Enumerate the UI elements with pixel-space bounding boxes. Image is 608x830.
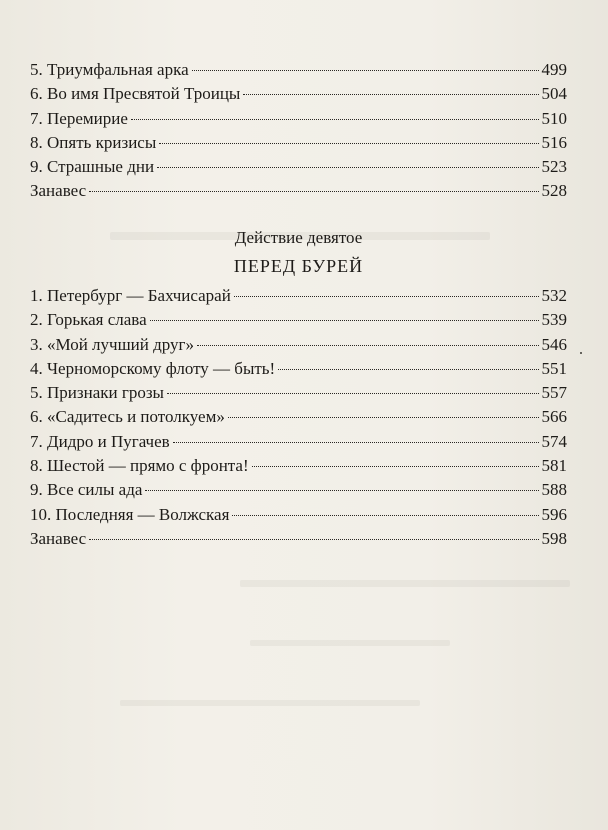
toc-entry-title: Занавес bbox=[30, 528, 87, 548]
toc-section-act-nine bbox=[30, 284, 567, 551]
dot-leader bbox=[278, 369, 538, 370]
print-speck bbox=[580, 352, 582, 354]
show-through-mark bbox=[240, 580, 570, 587]
dot-leader bbox=[234, 296, 539, 297]
dot-leader bbox=[145, 490, 538, 491]
toc-entry-page: 574 bbox=[541, 431, 567, 451]
toc-entry-title: 7. Дидро и Пугачев bbox=[30, 431, 170, 451]
toc-entry bbox=[30, 107, 567, 131]
dot-leader bbox=[131, 119, 539, 120]
toc-entry-title: Занавес bbox=[30, 181, 87, 201]
toc-entry bbox=[30, 58, 567, 82]
dot-leader bbox=[159, 143, 538, 144]
dot-leader bbox=[89, 539, 538, 540]
toc-entry-page: 516 bbox=[541, 132, 567, 152]
toc-entry bbox=[30, 155, 567, 179]
toc-entry bbox=[30, 381, 567, 405]
dot-leader bbox=[173, 442, 539, 443]
toc-entry bbox=[30, 430, 567, 454]
toc-entry bbox=[30, 131, 567, 155]
toc-entry-title: 8. Шестой — прямо с фронта! bbox=[30, 456, 249, 476]
toc-entry-title: 2. Горькая слава bbox=[30, 310, 147, 330]
toc-entry bbox=[30, 478, 567, 502]
dot-leader bbox=[228, 417, 539, 418]
toc-entry-page: 551 bbox=[541, 358, 567, 378]
dot-leader bbox=[232, 515, 538, 516]
toc-entry-page: 557 bbox=[541, 383, 567, 403]
toc-entry bbox=[30, 527, 567, 551]
toc-entry-title: 5. Признаки грозы bbox=[30, 383, 164, 403]
toc-entry-page: 566 bbox=[541, 407, 567, 427]
dot-leader bbox=[252, 466, 539, 467]
toc-entry-page: 532 bbox=[541, 286, 567, 305]
dot-leader bbox=[150, 320, 539, 321]
toc-section-continued bbox=[30, 58, 567, 204]
part-title: ПЕРЕД БУРЕЙ bbox=[233, 256, 364, 276]
toc-entry-page: 581 bbox=[541, 456, 567, 476]
toc-entry bbox=[30, 357, 567, 381]
toc-entry-page: 499 bbox=[541, 60, 567, 79]
toc-entry-page: 588 bbox=[541, 480, 567, 500]
toc-entry bbox=[30, 284, 567, 308]
dot-leader bbox=[89, 191, 538, 192]
toc-entry-title: 8. Опять кризисы bbox=[30, 132, 157, 152]
toc-entry-page: 539 bbox=[541, 310, 567, 330]
toc-entry-title: 9. Все силы ада bbox=[30, 480, 143, 500]
toc-entry bbox=[30, 454, 567, 478]
toc-entry-page: 596 bbox=[541, 504, 567, 524]
dot-leader bbox=[197, 345, 538, 346]
dot-leader bbox=[167, 393, 539, 394]
show-through-mark bbox=[250, 640, 450, 646]
dot-leader bbox=[243, 94, 538, 95]
dot-leader bbox=[157, 167, 538, 168]
toc-entry-title: 6. Во имя Пресвятой Троицы bbox=[30, 84, 241, 104]
toc-entry-title: 4. Черноморскому флоту — быть! bbox=[30, 358, 276, 378]
toc-entry bbox=[30, 179, 567, 203]
toc-entry bbox=[30, 82, 567, 106]
toc-entry-title: 1. Петербург — Бахчисарай bbox=[30, 286, 231, 305]
toc-entry-title: 6. «Садитесь и потолкуем» bbox=[30, 407, 225, 427]
act-heading: Действие девятое bbox=[234, 228, 363, 247]
toc-entry-page: 598 bbox=[541, 528, 567, 548]
toc-entry-page: 523 bbox=[541, 157, 567, 177]
toc-entry bbox=[30, 503, 567, 527]
toc-entry-page: 528 bbox=[541, 181, 567, 201]
toc-entry-title: 3. «Мой лучший друг» bbox=[30, 334, 195, 354]
toc-entry-title: 10. Последняя — Волжская bbox=[30, 504, 230, 524]
toc-entry bbox=[30, 333, 567, 357]
dot-leader bbox=[192, 70, 539, 71]
show-through-mark bbox=[120, 700, 420, 706]
toc-entry-title: 5. Триумфальная арка bbox=[30, 60, 189, 79]
toc-entry-title: 7. Перемирие bbox=[30, 108, 128, 128]
toc-entry-page: 504 bbox=[541, 84, 567, 104]
toc-entry-page: 546 bbox=[541, 334, 567, 354]
toc-entry-page: 510 bbox=[541, 108, 567, 128]
toc-entry-title: 9. Страшные дни bbox=[30, 157, 155, 177]
toc-entry bbox=[30, 308, 567, 332]
toc-entry bbox=[30, 405, 567, 429]
